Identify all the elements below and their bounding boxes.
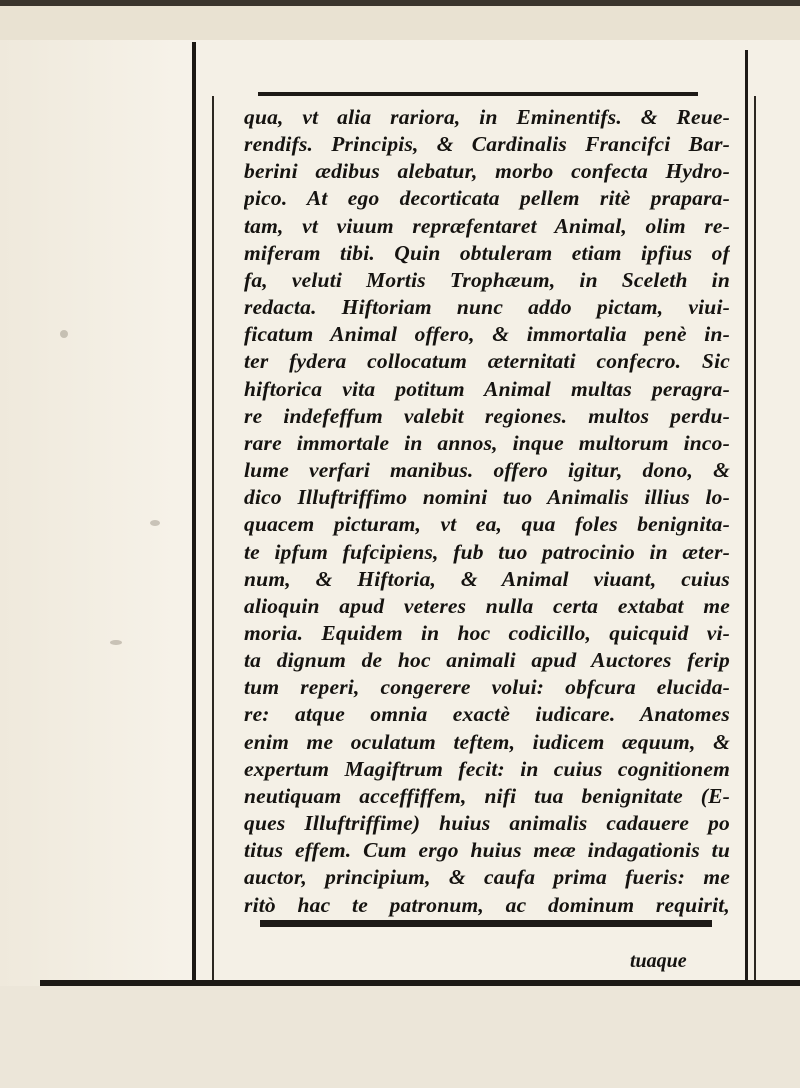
text-line: miferam tibi. Quin obtuleram etiam ipfius of: [244, 240, 730, 265]
ink-speck: [110, 640, 122, 645]
text-line: num, & Hiftoria, & Animal viuant, cuius: [244, 566, 730, 591]
header-rule: [258, 92, 698, 96]
text-line: re: atque omnia exactè iudicare. Anatomes: [244, 702, 730, 727]
text-line: ta dignum de hoc animali apud Auctores ferip: [244, 648, 730, 673]
ink-speck: [60, 330, 68, 338]
page-top-edge: [0, 0, 800, 40]
text-line: ficatum Animal offero, & immortalia penè in-: [244, 322, 730, 347]
facing-page-margin: [0, 40, 200, 1050]
ink-speck: [150, 520, 160, 526]
footer-rule: [260, 920, 712, 927]
page-below-area: [0, 986, 800, 1088]
text-line: rendifs. Principis, & Cardinalis Francifci Bar-: [244, 132, 730, 157]
text-line: rare immortale in annos, inque multorum inco-: [244, 430, 730, 455]
catchword: tuaque: [630, 950, 687, 972]
text-line: auctor, principium, & caufa prima fueris: me: [244, 865, 730, 890]
text-line: lume verfari manibus. offero igitur, dono, &: [244, 458, 730, 483]
text-line: fa, veluti Mortis Trophæum, in Sceleth in: [244, 267, 730, 292]
text-line: alioquin apud veteres nulla certa extabat me: [244, 593, 730, 618]
text-line: quacem picturam, vt ea, qua foles benignita-: [244, 512, 730, 537]
text-line: ritò hac te patronum, ac dominum requirit,: [244, 892, 730, 917]
text-line: hiftorica vita potitum Animal multas peragra-: [244, 376, 730, 401]
text-line: tam, vt viuum repræfentaret Animal, olim re-: [244, 213, 730, 238]
text-line: pico. At ego decorticata pellem ritè prapara-: [244, 186, 730, 211]
text-line: expertum Magiftrum fecit: in cuius cognitionem: [244, 756, 730, 781]
text-line: ques Illuftriffime) huius animalis cadauere po: [244, 811, 730, 836]
text-line: enim me oculatum teftem, iudicem æquum, &: [244, 729, 730, 754]
text-line: re indefeffum valebit regiones. multos perdu-: [244, 403, 730, 428]
text-line: moria. Equidem in hoc codicillo, quicquid vi-: [244, 620, 730, 645]
text-line: titus effem. Cum ergo huius meæ indagationis tu: [244, 838, 730, 863]
text-line: redacta. Hiftoriam nunc addo pictam, viui-: [244, 295, 730, 320]
text-line: tum reperi, congerere volui: obfcura elucida-: [244, 675, 730, 700]
body-text: [244, 104, 730, 919]
text-line: neutiquam acceffiffem, nifi tua benignitate (E-: [244, 783, 730, 808]
text-line: berini ædibus alebatur, morbo confecta Hydro-: [244, 159, 730, 184]
text-line: qua, vt alia rariora, in Eminentifs. & Reue-: [244, 105, 730, 129]
text-line: ter fydera collocatum æternitati confecro. Sic: [244, 349, 730, 374]
text-line: dico Illuftriffimo nomini tuo Animalis illius lo-: [244, 485, 730, 510]
left-border-rule: [192, 42, 196, 1042]
text-line: te ipfum fufcipiens, fub tuo patrocinio in æter-: [244, 539, 730, 564]
